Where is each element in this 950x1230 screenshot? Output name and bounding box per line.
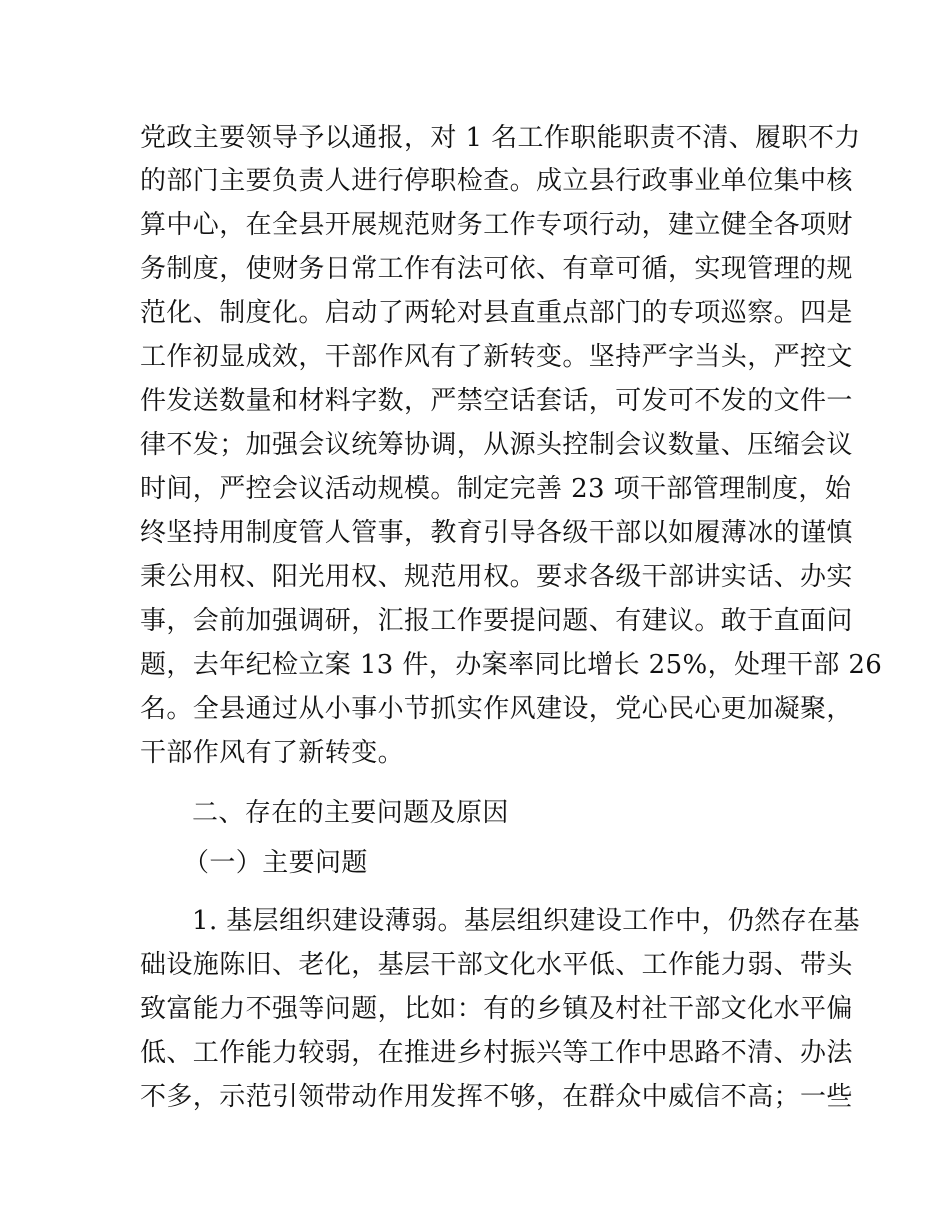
text-line: 律不发；加强会议统筹协调，从源头控制会议数量、压缩会议 (140, 430, 853, 460)
text-line: 不多，示范引领带动作用发挥不够，在群众中威信不高；一些 (140, 1082, 853, 1112)
text-line: 务制度，使财务日常工作有法可依、有章可循，实现管理的规 (140, 254, 853, 284)
text-line: 1. 基层组织建设薄弱。基层组织建设工作中，仍然存在基 (192, 906, 860, 936)
text-line: 干部作风有了新转变。 (140, 738, 405, 768)
text-line: 终坚持用制度管人管事，教育引导各级干部以如履薄冰的谨慎 (140, 518, 853, 548)
text-line: 范化、制度化。启动了两轮对县直重点部门的专项巡察。四是 (140, 298, 853, 328)
text-line: 时间，严控会议活动规模。制定完善 23 项干部管理制度，始 (140, 474, 852, 504)
text-line: 名。全县通过从小事小节抓实作风建设，党心民心更加凝聚， (140, 694, 853, 724)
text-line: 致富能力不强等问题，比如：有的乡镇及村社干部文化水平偏 (140, 994, 853, 1024)
text-line: 的部门主要负责人进行停职检查。成立县行政事业单位集中核 (140, 166, 853, 196)
subsection-heading: （一）主要问题 (183, 848, 368, 878)
text-line: 低、工作能力较弱，在推进乡村振兴等工作中思路不清、办法 (140, 1038, 853, 1068)
text-line: 党政主要领导予以通报，对 1 名工作职能职责不清、履职不力 (140, 123, 861, 153)
section-heading: 二、存在的主要问题及原因 (192, 798, 509, 828)
text-line: 件发送数量和材料字数，严禁空话套话，可发可不发的文件一 (140, 386, 853, 416)
text-line: 题，去年纪检立案 13 件，办案率同比增长 25%，处理干部 26 (140, 650, 883, 680)
text-line: 工作初显成效，干部作风有了新转变。坚持严字当头，严控文 (140, 342, 853, 372)
text-line: 事，会前加强调研，汇报工作要提问题、有建议。敢于直面问 (140, 606, 853, 636)
text-line: 础设施陈旧、老化，基层干部文化水平低、工作能力弱、带头 (140, 950, 853, 980)
text-line: 秉公用权、阳光用权、规范用权。要求各级干部讲实话、办实 (140, 562, 853, 592)
text-line: 算中心，在全县开展规范财务工作专项行动，建立健全各项财 (140, 210, 853, 240)
